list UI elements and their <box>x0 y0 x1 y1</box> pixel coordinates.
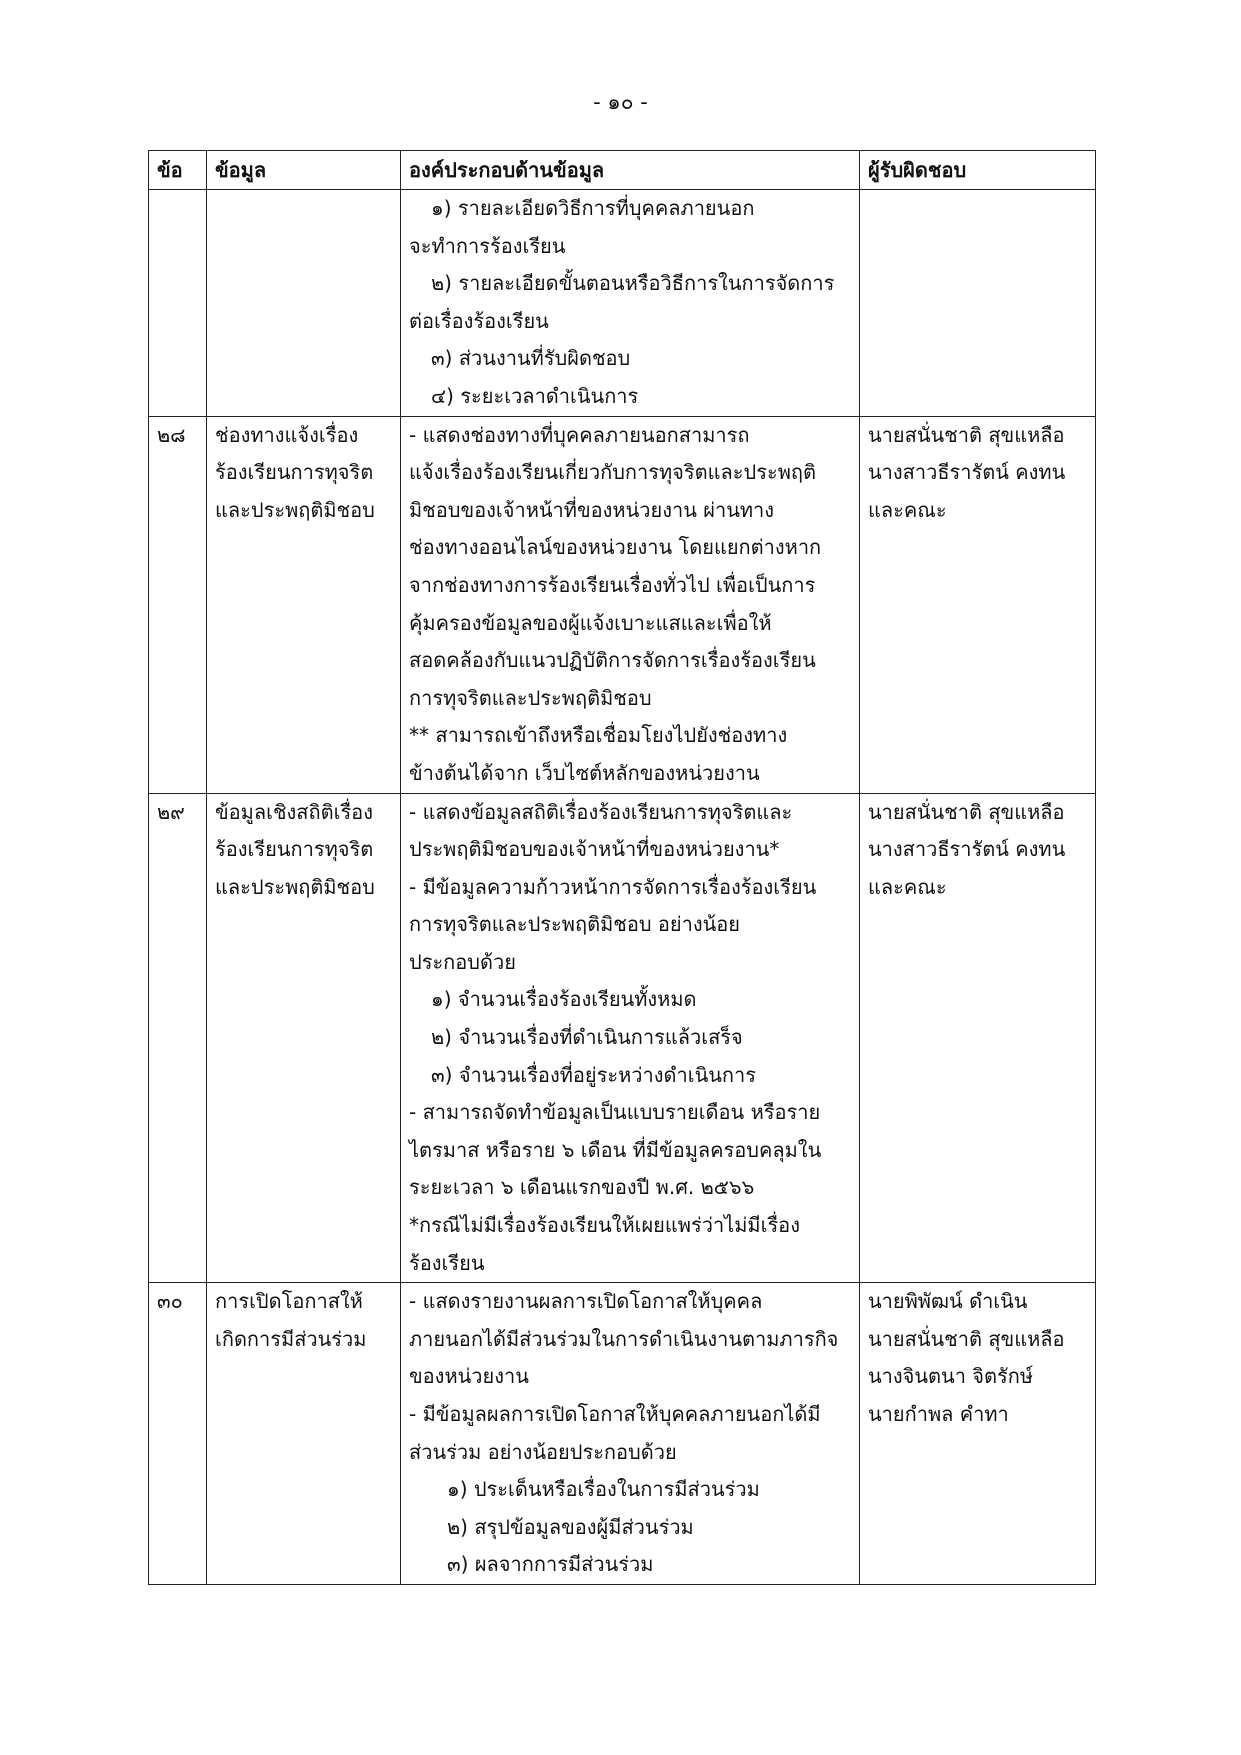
component-line: คุ้มครองข้อมูลของผู้แจ้งเบาะแสและเพื่อให้ <box>409 610 772 635</box>
component-line: ๒) สรุปข้อมูลของผู้มีส่วนร่วม <box>447 1514 694 1539</box>
components-cell <box>401 190 860 417</box>
responsible-line: นายสนั่นชาติ สุขแหลือ <box>868 1326 1065 1351</box>
table-header-row <box>149 151 1096 190</box>
component-line: ส่วนร่วม อย่างน้อยประกอบด้วย <box>409 1439 677 1464</box>
components-cell <box>401 793 860 1283</box>
component-line: ระยะเวลา ๖ เดือนแรกของปี พ.ศ. ๒๕๖๖ <box>409 1175 755 1200</box>
table-row <box>149 416 1096 793</box>
component-line: - แสดงช่องทางที่บุคคลภายนอกสามารถ <box>409 422 750 447</box>
row-number-cell: ๓๐ <box>149 1283 207 1585</box>
responsible-line: นายกำพล คำทา <box>868 1402 1009 1426</box>
component-line: ๑) ประเด็นหรือเรื่องในการมีส่วนร่วม <box>447 1477 760 1502</box>
header-no: ข้อ <box>149 151 207 190</box>
item-cell <box>207 190 401 417</box>
item-line: และประพฤติมิชอบ <box>215 497 375 522</box>
item-cell <box>207 1283 401 1585</box>
component-line: ๓) จำนวนเรื่องที่อยู่ระหว่างดำเนินการ <box>431 1062 756 1087</box>
item-line: ข้อมูลเชิงสถิติเรื่อง <box>215 799 373 824</box>
responsible-line: นายสนั่นชาติ สุขแหลือ <box>868 422 1065 447</box>
component-line: - สามารถจัดทำข้อมูลเป็นแบบรายเดือน หรือราย <box>409 1100 821 1125</box>
component-line: ไตรมาส หรือราย ๖ เดือน ที่มีข้อมูลครอบคลุมใน <box>409 1137 822 1162</box>
responsible-line: นายสนั่นชาติ สุขแหลือ <box>868 799 1065 824</box>
item-cell <box>207 416 401 793</box>
item-cell <box>207 793 401 1283</box>
responsible-line: นางสาวธีรารัตน์ คงทน <box>868 460 1066 485</box>
component-line: ๑) จำนวนเรื่องร้องเรียนทั้งหมด <box>431 987 697 1012</box>
component-line: *กรณีไม่มีเรื่องร้องเรียนให้เผยแพร่ว่าไม่มีเรื่อง <box>409 1213 800 1238</box>
component-line: การทุจริตและประพฤติมิชอบ <box>409 685 652 710</box>
header-item: ข้อมูล <box>207 151 401 190</box>
component-line: ของหน่วยงาน <box>409 1364 529 1389</box>
component-line: ประพฤติมิชอบของเจ้าหน้าที่ของหน่วยงาน* <box>409 837 780 862</box>
component-line: สอดคล้องกับแนวปฏิบัติการจัดการเรื่องร้องเรียน <box>409 648 816 673</box>
table-row <box>149 190 1096 417</box>
responsible-cell <box>860 1283 1096 1585</box>
component-line: ๒) รายละเอียดขั้นตอนหรือวิธีการในการจัดการ <box>431 271 835 296</box>
components-cell <box>401 416 860 793</box>
page-number: - ๑๐ - <box>593 90 648 114</box>
component-line: ประกอบด้วย <box>409 949 516 974</box>
component-line: - แสดงข้อมูลสถิติเรื่องร้องเรียนการทุจริตและ <box>409 799 793 824</box>
item-line: และประพฤติมิชอบ <box>215 874 375 899</box>
component-line: ๓) ผลจากการมีส่วนร่วม <box>447 1552 654 1577</box>
component-line: ๔) ระยะเวลาดำเนินการ <box>431 383 639 408</box>
responsibility-table <box>148 150 1096 1585</box>
component-line: แจ้งเรื่องร้องเรียนเกี่ยวกับการทุจริตและประพฤติ <box>409 460 816 485</box>
component-line: ข้างต้นได้จาก เว็บไซต์หลักของหน่วยงาน <box>409 760 760 785</box>
component-line: ต่อเรื่องร้องเรียน <box>409 308 549 333</box>
header-components: องค์ประกอบด้านข้อมูล <box>401 151 860 190</box>
component-line: ** สามารถเข้าถึงหรือเชื่อมโยงไปยังช่องทาง <box>409 723 788 748</box>
component-line: จะทำการร้องเรียน <box>409 233 566 258</box>
responsible-line: นางจินตนา จิตรักษ์ <box>868 1364 1034 1389</box>
responsible-line: นายพิพัฒน์ ดำเนิน <box>868 1289 1028 1314</box>
responsible-line: นางสาวธีรารัตน์ คงทน <box>868 837 1066 862</box>
responsible-cell <box>860 190 1096 417</box>
item-line: ช่องทางแจ้งเรื่อง <box>215 422 359 447</box>
responsible-line: และคณะ <box>868 497 947 522</box>
component-line: การทุจริตและประพฤติมิชอบ อย่างน้อย <box>409 912 741 937</box>
component-line: ร้องเรียน <box>409 1250 485 1275</box>
component-line: ๑) รายละเอียดวิธีการที่บุคคลภายนอก <box>431 196 755 220</box>
component-line: ภายนอกได้มีส่วนร่วมในการดำเนินงานตามภารกิจ <box>409 1326 839 1351</box>
item-line: การเปิดโอกาสให้ <box>215 1289 363 1314</box>
responsible-cell <box>860 793 1096 1283</box>
component-line: ช่องทางออนไลน์ของหน่วยงาน โดยแยกต่างหาก <box>409 535 822 560</box>
responsible-line: และคณะ <box>868 874 947 899</box>
component-line: ๒) จำนวนเรื่องที่ดำเนินการแล้วเสร็จ <box>431 1025 743 1050</box>
row-number-cell: ๒๘ <box>149 416 207 793</box>
component-line: ๓) ส่วนงานที่รับผิดชอบ <box>431 346 631 371</box>
component-line: - มีข้อมูลผลการเปิดโอกาสให้บุคคลภายนอกได้มี <box>409 1402 821 1426</box>
table-row <box>149 793 1096 1283</box>
responsible-cell <box>860 416 1096 793</box>
component-line: มิชอบของเจ้าหน้าที่ของหน่วยงาน ผ่านทาง <box>409 497 775 522</box>
item-line: เกิดการมีส่วนร่วม <box>215 1326 367 1351</box>
table-row <box>149 1283 1096 1585</box>
component-line: - แสดงรายงานผลการเปิดโอกาสให้บุคคล <box>409 1289 763 1314</box>
item-line: ร้องเรียนการทุจริต <box>215 460 374 485</box>
item-line: ร้องเรียนการทุจริต <box>215 837 374 862</box>
component-line: จากช่องทางการร้องเรียนเรื่องทั่วไป เพื่อเป็นการ <box>409 572 816 597</box>
components-cell <box>401 1283 860 1585</box>
header-responsible: ผู้รับผิดชอบ <box>860 151 1096 190</box>
row-number-cell: ๒๙ <box>149 793 207 1283</box>
row-number-cell <box>149 190 207 417</box>
component-line: - มีข้อมูลความก้าวหน้าการจัดการเรื่องร้องเรียน <box>409 874 817 899</box>
